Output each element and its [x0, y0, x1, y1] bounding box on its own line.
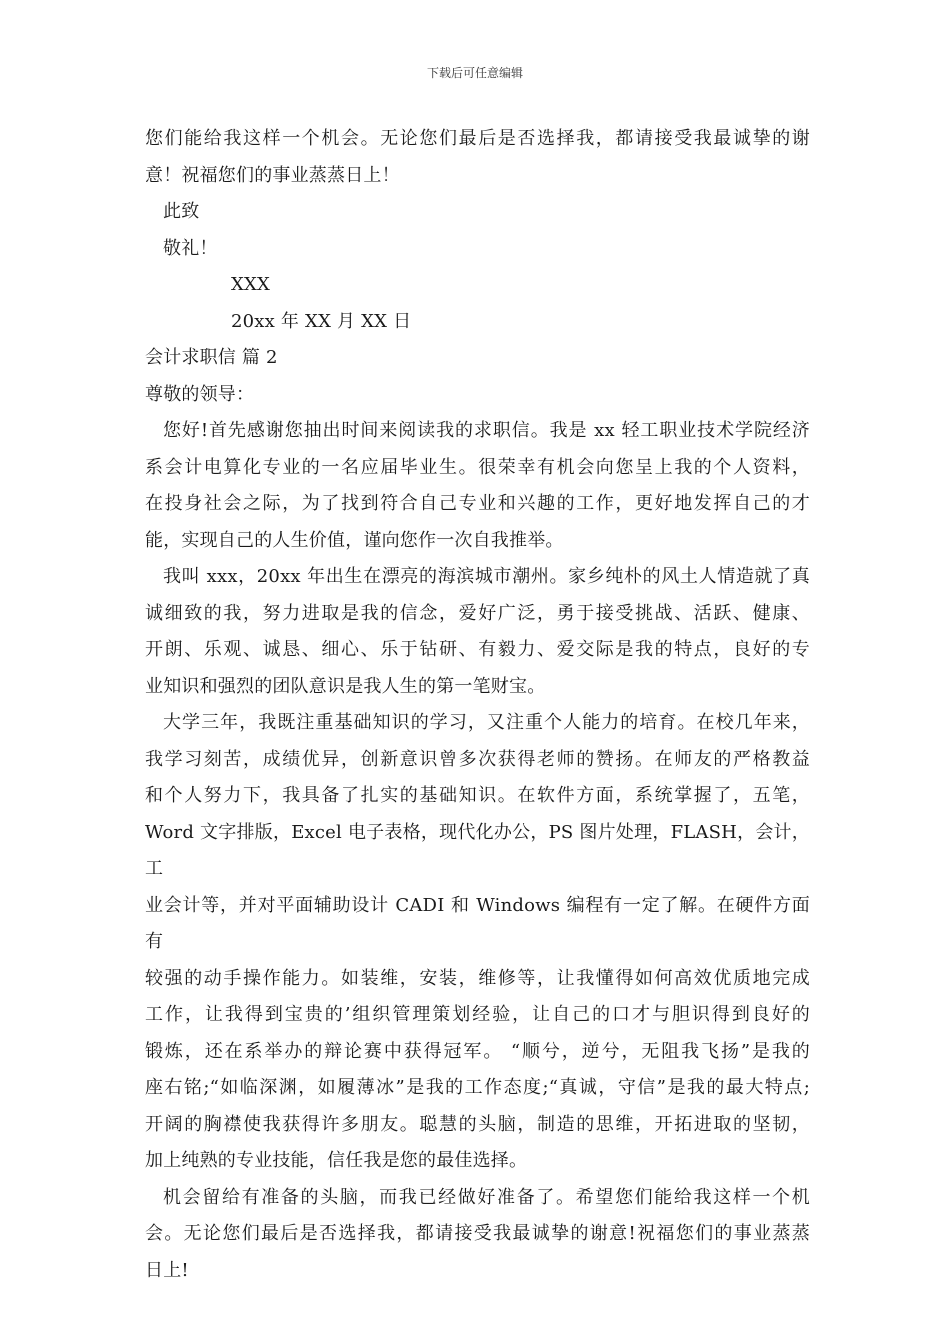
section-title: 会计求职信 篇 2: [145, 347, 278, 368]
text-line: 开阔的胸襟使我获得许多朋友。聪慧的头脑，制造的思维，开拓进取的坚韧，: [145, 1113, 810, 1135]
text-line: 座右铭;“如临深渊，如履薄冰”是我的工作态度;“真诚，守信”是我的最大特点;: [145, 1077, 810, 1098]
signature-date: 20xx 年 XX 月 XX 日: [231, 310, 412, 332]
signature-name: XXX: [231, 274, 271, 295]
text-line: 大学三年，我既注重基础知识的学习，又注重个人能力的培育。在校几年来，: [163, 712, 810, 733]
text-line: 您好!首先感谢您抽出时间来阅读我的求职信。我是 xx 轻工职业技术学院经济: [163, 420, 810, 441]
closing-salutation: 此致: [163, 201, 200, 222]
text-line: 系会计电算化专业的一名应届毕业生。很荣幸有机会向您呈上我的个人资料，: [145, 456, 810, 478]
letter-body: [145, 121, 810, 1289]
text-line: 在投身社会之际，为了找到符合自己专业和兴趣的工作，更好地发挥自己的才: [145, 493, 810, 514]
text-line: 您们能给我这样一个机会。无论您们最后是否选择我，都请接受我最诚挚的谢: [145, 128, 810, 149]
text-line: 能，实现自己的人生价值，谨向您作一次自我推举。: [145, 529, 564, 551]
text-line: 锻炼，还在系举办的辩论赛中获得冠军。 “顺兮，逆兮，无阻我飞扬”是我的: [145, 1040, 810, 1062]
text-line: 日上!: [145, 1259, 189, 1281]
text-line: 业会计等，并对平面辅助设计 CADI 和 Windows 编程有一定了解。在硬件方面有: [145, 894, 810, 952]
header-note: 下载后可任意编辑: [426, 66, 523, 80]
text-line: 开朗、乐观、诚恳、细心、乐于钻研、有毅力、爱交际是我的特点，良好的专: [145, 639, 810, 660]
text-line: 机会留给有准备的头脑，而我已经做好准备了。希望您们能给我这样一个机: [163, 1186, 810, 1208]
text-line: 诚细致的我，努力进取是我的信念，爱好广泛，勇于接受挑战、活跃、健康、: [145, 602, 810, 624]
text-line: 工作，让我得到宝贵的’组织管理策划经验，让自己的口才与胆识得到良好的: [145, 1004, 810, 1025]
text-line: Word 文字排版，Excel 电子表格，现代化办公，PS 图片处理，FLASH，会计，工: [145, 821, 810, 879]
text-line: 较强的动手操作能力。如装维，安装，维修等，让我懂得如何高效优质地完成: [145, 967, 810, 989]
text-line: 会。无论您们最后是否选择我，都请接受我最诚挚的谢意!祝福您们的事业蒸蒸: [145, 1223, 810, 1244]
text-line: 和个人努力下，我具备了扎实的基础知识。在软件方面，系统掌握了，五笔，: [145, 785, 810, 806]
text-line: 加上纯熟的专业技能，信任我是您的最佳选择。: [145, 1150, 528, 1171]
text-line: 业知识和强烈的团队意识是我人生的第一笔财宝。: [145, 675, 546, 697]
text-line: 我学习刻苦，成绩优异，创新意识曾多次获得老师的赞扬。在师友的严格教益: [145, 748, 810, 770]
closing-regards: 敬礼！: [163, 237, 218, 259]
greeting: 尊敬的领导：: [145, 383, 255, 405]
text-line: 我叫 xxx，20xx 年出生在漂亮的海滨城市潮州。家乡纯朴的风土人情造就了真: [163, 566, 810, 587]
text-line: 意！祝福您们的事业蒸蒸日上！: [145, 164, 400, 186]
